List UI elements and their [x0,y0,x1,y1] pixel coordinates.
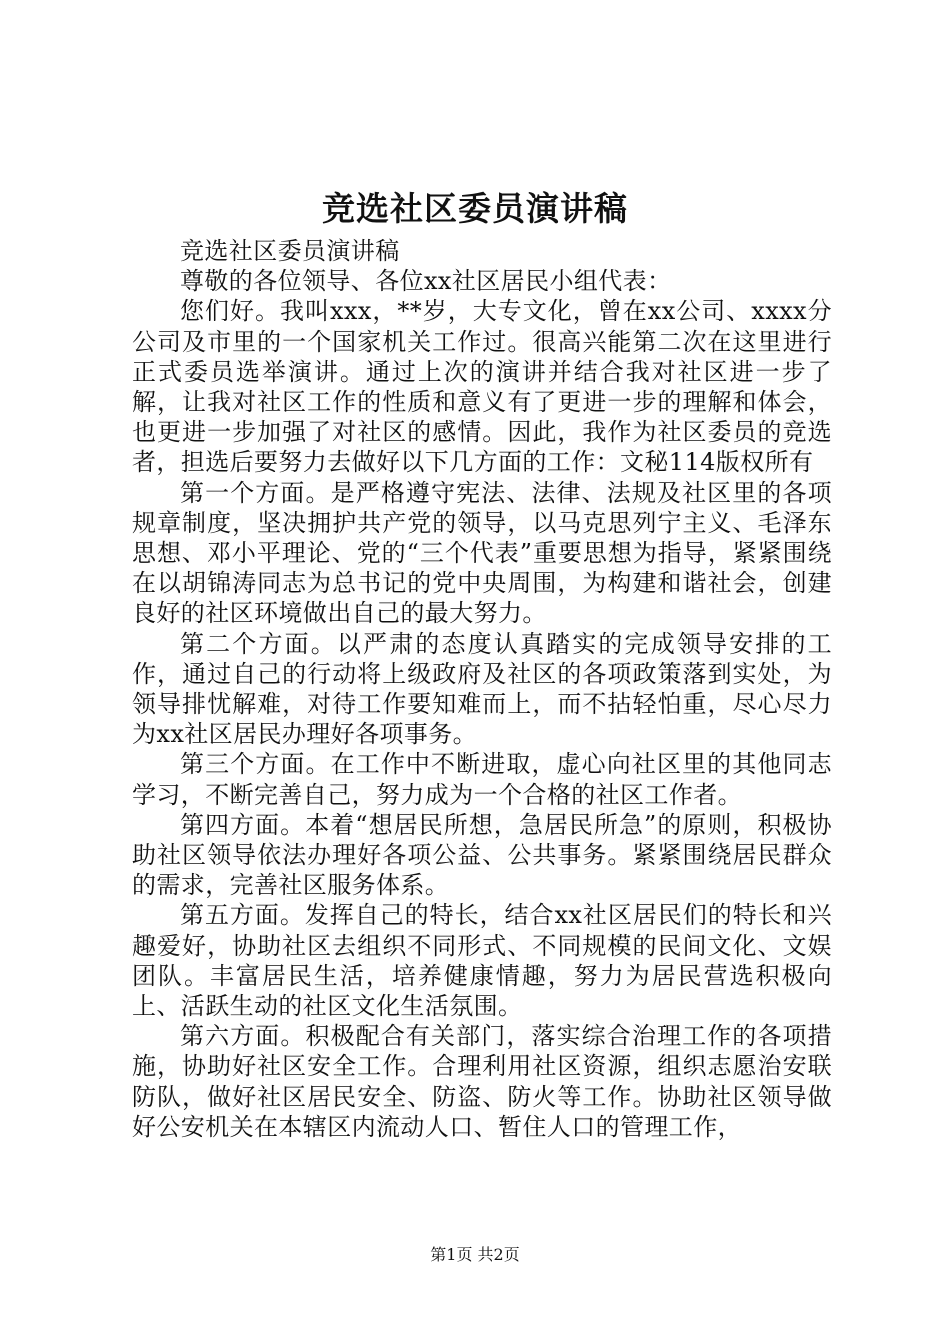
document-title: 竞选社区委员演讲稿 [322,189,628,228]
paragraph: 您们好。我叫xxx，**岁，大专文化，曾在xx公司、xxxx分公司及市里的一个国家机关工作过。很高兴能第二次在这里进行正式委员选举演讲。通过上次的演讲并结合我对社区进一步了解，让我对社区工作的性质和意义有了更进一步的理解和体会，也更进一步加强了对社区的感情。因此，我作为社区委员的竞选者，担选后要努力去做好以下几方面的工作：文秘114版权所有 [132,297,832,477]
paragraph: 第五方面。发挥自己的特长，结合xx社区居民们的特长和兴趣爱好，协助社区去组织不同形式、不同规模的民间文化、文娱团队。丰富居民生活，培养健康情趣，努力为居民营选积极向上、活跃生动的社区文化生活氛围。 [132,901,832,1021]
paragraph: 第六方面。积极配合有关部门，落实综合治理工作的各项措施，协助好社区安全工作。合理利用社区资源，组织志愿治安联防队，做好社区居民安全、防盗、防火等工作。协助社区领导做好公安机关在本辖区内流动人口、暂住人口的管理工作， [132,1022,832,1141]
paragraph: 第三个方面。在工作中不断进取，虚心向社区里的其他同志学习，不断完善自己，努力成为一个合格的社区工作者。 [132,750,832,809]
page-footer: 第1页 共2页 [430,1245,520,1264]
paragraph: 第一个方面。是严格遵守宪法、法律、法规及社区里的各项规章制度，坚决拥护共产党的领导，以马克思列宁主义、毛泽东思想、邓小平理论、党的“三个代表”重要思想为指导，紧紧围绕在以胡锦涛同志为总书记的党中央周围，为构建和谐社会，创建良好的社区环境做出自己的最大努力。 [132,478,832,628]
paragraph: 尊敬的各位领导、各位xx社区居民小组代表： [180,267,672,296]
paragraph: 竞选社区委员演讲稿 [180,237,400,265]
document-body [132,236,832,1142]
paragraph: 第四方面。本着“想居民所想，急居民所急”的原则，积极协助社区领导依法办理好各项公益、公共事务。紧紧围绕居民群众的需求，完善社区服务体系。 [132,810,832,900]
paragraph: 第二个方面。以严肃的态度认真踏实的完成领导安排的工作，通过自己的行动将上级政府及社区的各项政策落到实处，为领导排忧解难，对待工作要知难而上，而不拈轻怕重，尽心尽力为xx社区居民办理好各项事务。 [132,629,832,749]
